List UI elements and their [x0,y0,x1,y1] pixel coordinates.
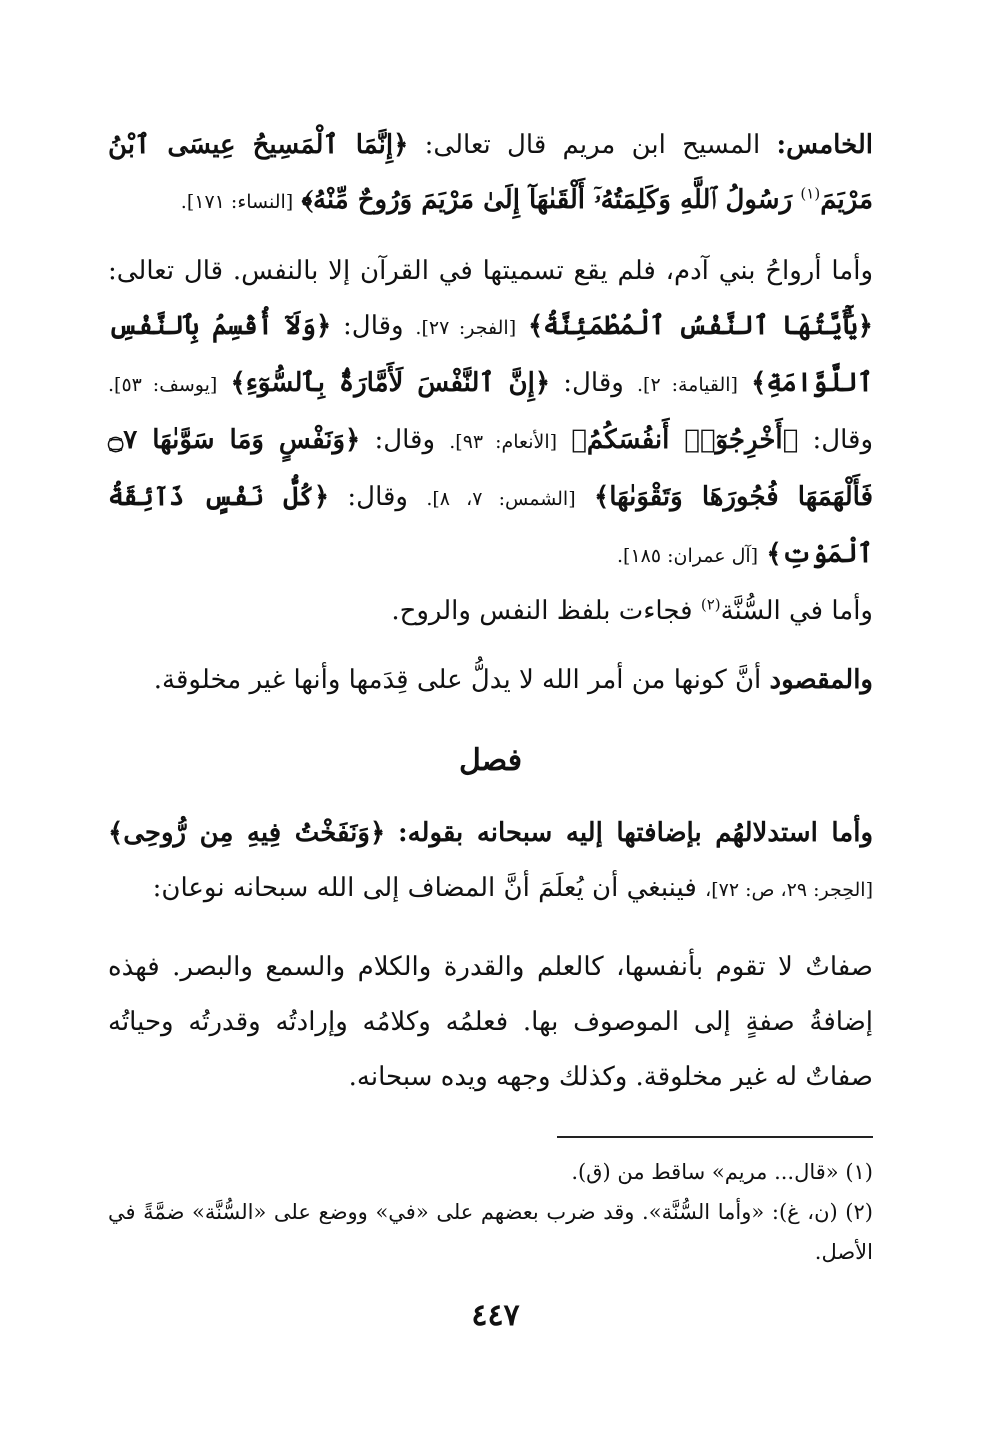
quran-verse: ﴿وَنَفْسٍ وَمَا سَوَّىٰهَا ۝٧ فَأَلْهَمَهَا فُجُورَهَا وَتَقْوَىٰهَا﴾ [108,425,874,512]
paragraph-text: المسيح ابن مريم قال تعالى: [424,130,761,160]
verse-reference: [آل عمران: ١٨٥]. [617,545,759,567]
paragraph-text: وقال: [563,368,624,398]
section-heading: فصل [458,743,523,778]
footnote-marker: (١) [800,184,821,203]
quran-verse: ﴿وَلَآ أُقْسِمُ بِٱلنَّفْسِ ٱللَّوَّامَةِ﴾ [108,311,873,398]
paragraph-fifth [108,118,873,230]
verse-reference: [القيامة: ٢]. [636,374,738,396]
footnotes [108,1136,873,1272]
quran-verse: ﴿يَٰٓأَيَّتُهَا ٱلنَّفْسُ ٱلْمُطْمَئِنَّةُ﴾ [527,311,874,341]
paragraph-text: صفاتٌ لا تقوم بأنفسها، كالعلم والقدرة والكلام والسمع والبصر. فهذه إضافةُ صفةٍ إلى الموصوف بها. فعلمُه وكلامُه وإرادتُه وقدرتُه وحياتُه صفاتٌ له غير مخلوقة. وكذلك وجهه ويده سبحانه. [108,952,873,1092]
verse-reference: [الحِجر: ٢٩، ص: ٧٢]، [705,879,873,901]
paragraph-text: وقال: [347,482,408,512]
footnote-2: (٢) (ن، غ): «وأما السُّنَّة». وقد ضرب بعضهم على «في» ووضع على «السُّنَّة» ضمَّةً في الأصل. [108,1200,873,1264]
quran-verse: ﴿أَخْرِجُوٓا۟ أَنفُسَكُمُ﴾ [571,425,799,455]
verse-reference: [يوسف: ٥٣]. [108,374,218,396]
paragraph-text: فجاءت بلفظ النفس والروح. [391,596,693,626]
paragraph-text: وأما في السُّنَّة [720,596,873,626]
verse-reference: [الفجر: ٢٧]. [415,317,517,339]
verse-reference: [الأنعام: ٩٣]. [449,431,558,453]
verse-reference: [الشمس: ٧، ٨]. [426,488,576,510]
paragraph-text: فينبغي أن يُعلَمَ أنَّ المضاف إلى الله سبحانه نوعان: [152,873,697,903]
quran-verse: ﴿وَنَفَخْتُ فِيهِ مِن رُّوحِى﴾ [108,818,386,848]
quran-verse: ﴿إِنَّمَا ٱلْمَسِيحُ عِيسَى ٱبْنُ مَرْيَمَ [108,130,873,215]
paragraph-intent [108,653,873,708]
verse-reference: [النساء: ١٧١]. [180,191,294,213]
page-number: ٤٤٧ [471,1298,520,1333]
paragraph-text: أنَّ كونها من أمر الله لا يدلُّ على قِدَمها وأنها غير مخلوقة. [153,665,762,695]
paragraph-souls [108,244,873,639]
page-body [108,118,873,1105]
paragraph-attributes [108,940,873,1105]
paragraph-lead: وأما استدلالهُم بإضافتها إليه سبحانه بقوله: [397,818,874,848]
paragraph-lead: الخامس: [776,130,874,160]
paragraph-text: وقال: [812,425,874,455]
quran-verse: ﴿إِنَّ ٱلنَّفْسَ لَأَمَّارَةٌۢ بِٱلسُّوٓءِ﴾ [230,368,551,398]
quran-verse: ﴿كُلُّ نَفْسٍ ذَآئِقَةُ ٱلْمَوْتِ﴾ [108,482,873,569]
footnote-divider [557,1136,873,1138]
paragraph-attribution [108,806,873,918]
footnote-marker: (٢) [700,595,721,614]
paragraph-text: وقال: [343,311,404,341]
paragraph-text: وقال: [374,425,436,455]
paragraph-lead: والمقصود [769,665,873,695]
paragraph-text: وأما أرواحُ بني آدم، فلم يقع تسميتها في القرآن إلا بالنفس. قال تعالى: [108,256,873,286]
footnote-1: (١) «قال... مريم» ساقط من (ق). [571,1160,873,1184]
quran-verse: رَسُولُ ٱللَّهِ وَكَلِمَتُهُۥٓ أَلْقَىٰهَآ إِلَىٰ مَرْيَمَ وَرُوحٌ مِّنْهُ﴾ [301,185,793,215]
